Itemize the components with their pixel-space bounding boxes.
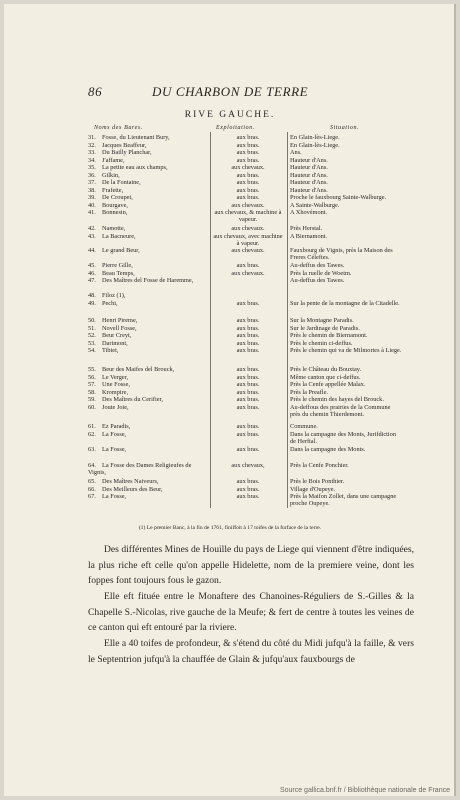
- mine-number: 65.: [88, 478, 96, 485]
- mine-name: [88, 225, 210, 232]
- mine-name: [88, 374, 210, 381]
- mine-number: 49.: [88, 299, 96, 307]
- mine-name: [88, 134, 210, 141]
- mine-situation: Sur la Montagne Paradis.: [290, 317, 354, 324]
- mine-name-text: Des Maîtres Naiveurs,: [102, 478, 159, 485]
- mine-name-text: Krompire,: [102, 388, 129, 396]
- mine-exploitation: aux bras.: [236, 332, 260, 339]
- mine-name-text: Tibiet,: [102, 347, 119, 354]
- mine-situation: Près le chemin qui va de Milmortes à Liege.: [290, 347, 402, 354]
- mine-name: [88, 300, 210, 307]
- mine-number: 46.: [88, 269, 96, 277]
- mine-name: [88, 389, 210, 396]
- mine-name: [88, 187, 210, 194]
- mine-number: 41.: [88, 209, 96, 216]
- mine-exploitation: aux bras.: [236, 262, 260, 269]
- column-header-situation: Situation.: [330, 125, 360, 131]
- mine-exploitation: aux bras.: [236, 149, 260, 156]
- mine-name: [88, 262, 210, 269]
- mine-name: [88, 157, 210, 164]
- mine-name-text: J'affame,: [102, 156, 125, 164]
- mine-number: 47.: [88, 277, 96, 284]
- mine-name: [88, 149, 210, 156]
- mine-name-text: Pierre Gille,: [102, 262, 133, 269]
- mine-exploitation: aux bras.: [236, 324, 260, 332]
- mine-exploitation: aux bras.: [236, 339, 260, 347]
- mine-number: 43.: [88, 232, 96, 240]
- mine-number: 57.: [88, 381, 96, 388]
- mine-name-text: Gilkin,: [102, 171, 120, 179]
- mine-exploitation: aux bras.: [236, 141, 260, 149]
- mine-name: [88, 247, 210, 254]
- mine-situation: En Glain-lès-Liege.: [290, 141, 340, 149]
- mine-name: [88, 347, 210, 354]
- mine-number: 67.: [88, 493, 96, 500]
- mine-name-text: La Fosse des Dames Religieufes de Vignis,: [88, 462, 192, 477]
- mine-number: 42.: [88, 225, 96, 232]
- mine-number: 36.: [88, 171, 96, 179]
- mine-situation: Sur la pente de la montagne de la Citadelle.: [290, 299, 400, 307]
- mine-number: 34.: [88, 156, 96, 164]
- mine-situation: Près Herstal.: [290, 225, 323, 232]
- mine-name: [88, 194, 210, 201]
- mine-situation: Près la ruelle de Woetm.: [290, 269, 352, 277]
- column-divider: [210, 132, 211, 508]
- mine-name-text: Beur Creyt,: [102, 332, 132, 339]
- mine-situation: A Biernamont.: [290, 232, 328, 240]
- mine-name-text: Le grand Beur,: [102, 247, 140, 254]
- mine-name-text: De Croupet,: [102, 194, 133, 201]
- mine-situation: Hauteur d'Ans.: [290, 171, 328, 179]
- mine-name: [88, 233, 210, 240]
- paragraph: Elle a 40 toifes de profondeur, & s'étend du côté du Midi jufqu'à la faille, & vers le Septentrion jufqu'à la chauffée de Glain & jufqu'aux fauxbourgs de: [88, 638, 414, 665]
- mine-exploitation: aux bras.: [236, 478, 260, 485]
- mine-number: 50.: [88, 317, 96, 324]
- mine-situation: Au-deffus des Tawes.: [290, 262, 345, 269]
- mine-exploitation: aux bras.: [236, 134, 260, 141]
- mine-number: 40.: [88, 201, 96, 209]
- mine-name-text: Des Meilleurs des Beur,: [102, 485, 163, 493]
- mine-exploitation: aux bras.: [236, 430, 260, 438]
- mine-name: [88, 404, 210, 411]
- mine-situation: Hauteur d'Ans.: [290, 179, 328, 186]
- mine-name-text: La Bacneure,: [102, 232, 136, 240]
- mine-name: [88, 340, 210, 347]
- mine-exploitation: aux bras.: [236, 171, 260, 179]
- mine-name: [88, 431, 210, 438]
- mine-name-text: Frafette,: [102, 186, 124, 194]
- mine-number: 39.: [88, 194, 96, 201]
- mine-exploitation: aux chevaux,: [231, 462, 265, 469]
- mine-name: [88, 396, 210, 403]
- mine-exploitation: aux bras.: [236, 317, 260, 324]
- mine-name-text: Beau Temps,: [102, 269, 135, 277]
- paragraph: Des différentes Mines de Houille du pays de Liege qui viennent d'être indiquées, la plus riche eft celle qu'on appelle Hidelette, nom de la premiere veine, dont les foppes font toujours fous le gazon.: [88, 544, 414, 586]
- mine-name: [88, 277, 210, 284]
- mine-situation: Près le chemin ci-deffus.: [290, 339, 353, 347]
- mine-situation: Hauteur d'Ans.: [290, 164, 328, 171]
- mine-number: 53.: [88, 339, 96, 347]
- mine-name-text: La Fosse,: [102, 430, 127, 438]
- mine-exploitation: aux bras.: [236, 299, 260, 307]
- column-divider: [287, 132, 288, 508]
- mine-number: 58.: [88, 388, 96, 396]
- mine-situation: En Glain-lès-Liege.: [290, 134, 340, 141]
- mine-exploitation: aux bras.: [236, 366, 260, 373]
- mine-exploitation: aux chevaux.: [231, 247, 265, 254]
- mine-name-text: Fosse, du Lieutenant Bury,: [102, 134, 170, 141]
- mine-name-text: Des Maîtres du Cerifier,: [102, 396, 163, 403]
- mine-situation: Dans la campagne des Monts.: [290, 446, 366, 453]
- mine-exploitation: aux bras.: [236, 446, 260, 453]
- mine-name: [88, 486, 210, 493]
- mine-exploitation: aux bras.: [236, 186, 260, 194]
- mine-name: [88, 446, 210, 453]
- mine-name-text: La petite eau aux champs,: [102, 164, 168, 171]
- mine-name: [88, 462, 210, 477]
- mine-exploitation: aux chevaux.: [231, 225, 265, 232]
- mine-situation: Proche le fauxbourg Sainte-Walburge.: [290, 194, 387, 201]
- mine-exploitation: aux bras.: [236, 388, 260, 396]
- mine-name: [88, 142, 210, 149]
- mine-number: 44.: [88, 247, 96, 254]
- mine-name: [88, 164, 210, 171]
- mine-situation: Même canton que ci-deffus.: [290, 373, 361, 381]
- mine-situation: Hauteur d'Ans.: [290, 156, 328, 164]
- mine-number: 63.: [88, 446, 96, 453]
- mine-situation: Près la Preafle.: [290, 388, 328, 396]
- column-header-exploitation: Exploitation.: [216, 125, 255, 131]
- mine-number: 45.: [88, 262, 96, 269]
- mine-exploitation: aux bras.: [236, 194, 260, 201]
- mine-name-text: Bonnesin,: [102, 209, 128, 216]
- book-page: [4, 4, 456, 796]
- mine-situation: Fauxbourg de Vignis, près la Maison des Freres Céleftes.: [290, 247, 393, 262]
- mine-name: [88, 423, 210, 430]
- mine-situation: Village d'Oupeye.: [290, 485, 336, 493]
- mine-name-text: Le Verger,: [102, 373, 129, 381]
- mine-situation: Ans.: [290, 149, 302, 156]
- mine-number: 60.: [88, 403, 96, 411]
- mine-number: 52.: [88, 332, 96, 339]
- mine-exploitation: aux bras.: [236, 493, 260, 500]
- mine-number: 59.: [88, 396, 96, 403]
- mine-situation: Au-deffus des Tawes.: [290, 277, 345, 284]
- mine-situation: Près le Bois Ponthier.: [290, 478, 345, 485]
- mine-situation: Près la Maifon Zollet, dans une campagne proche Oupeye.: [290, 493, 397, 508]
- mine-situation: A Xhovémont.: [290, 209, 328, 216]
- mine-name: [88, 381, 210, 388]
- mine-exploitation: aux chevaux, avec machine à vapeur.: [213, 232, 283, 247]
- mine-exploitation: aux bras.: [236, 423, 260, 430]
- mine-exploitation: aux bras.: [236, 179, 260, 186]
- mine-situation: A Sainte-Walburge.: [290, 201, 340, 209]
- mine-name: [88, 366, 210, 373]
- mine-name-text: Namotte,: [102, 225, 126, 232]
- mine-name: [88, 270, 210, 277]
- mine-name: [88, 493, 210, 500]
- mine-situation: Commune.: [290, 423, 318, 430]
- mine-name: [88, 478, 210, 485]
- mine-number: 51.: [88, 324, 96, 332]
- mine-situation: Près le chemin de Biernamont.: [290, 332, 368, 339]
- mine-number: 37.: [88, 179, 96, 186]
- mine-name: [88, 179, 210, 186]
- mine-exploitation: aux chevaux.: [231, 164, 265, 171]
- mine-situation: Près la Cenfe appellée Malax.: [290, 381, 366, 388]
- mine-number: 48.: [88, 292, 96, 299]
- mine-number: 61.: [88, 423, 96, 430]
- mine-exploitation: aux bras.: [236, 156, 260, 164]
- mine-name-text: Pechi,: [102, 299, 118, 307]
- mine-name-text: Bourgave,: [102, 201, 128, 209]
- mine-name-text: Une Fosse,: [102, 381, 130, 388]
- mine-situation: Hauteur d'Ans.: [290, 186, 328, 194]
- mine-situation: Près le Château du Bouxtay.: [290, 366, 362, 373]
- mine-name: [88, 317, 210, 324]
- mine-name: [88, 292, 210, 299]
- source-credit: Source gallica.bnf.fr / Bibliothèque nationale de France: [279, 787, 450, 794]
- mine-exploitation: aux bras.: [236, 347, 260, 354]
- mine-name: [88, 172, 210, 179]
- mine-name-text: Joute Joie,: [102, 403, 129, 411]
- mine-name-text: Des Maîtres del Fosse de Haremme,: [102, 277, 194, 284]
- mine-name: [88, 325, 210, 332]
- section-title: RIVE GAUCHE.: [184, 110, 276, 120]
- mine-exploitation: aux chevaux.: [231, 201, 265, 209]
- mine-number: 66.: [88, 485, 96, 493]
- mine-exploitation: aux chevaux, & machine à vapeur.: [214, 209, 282, 224]
- running-title: DU CHARBON DE TERRE: [152, 84, 309, 99]
- mine-number: 32.: [88, 141, 96, 149]
- mine-name-text: La Fosse,: [102, 493, 127, 500]
- mine-number: 56.: [88, 373, 96, 381]
- column-header-names: Noms des Bures.: [94, 125, 143, 131]
- mine-number: 62.: [88, 430, 96, 438]
- mine-name: [88, 332, 210, 339]
- mine-number: 64.: [88, 462, 96, 469]
- mine-name-text: Beur des Maifes del Brouck,: [102, 366, 175, 373]
- mine-situation: Dans la campagne des Monts, Jurifdiction de Herftal.: [290, 430, 396, 445]
- mine-number: 55.: [88, 366, 96, 373]
- mine-name-text: Jacques Beaffeur,: [102, 141, 147, 149]
- mine-name-text: Filoz (1),: [102, 292, 126, 299]
- mine-number: 31.: [88, 134, 96, 141]
- mine-situation: Sur le Jardinage de Paradis.: [290, 324, 360, 332]
- footnote: (1) Le premier Banc, à la fin de 1761, finiffoit à 17 toifes de la furface de la terre.: [138, 525, 322, 531]
- mine-name-text: Du Bailly Planchar,: [102, 149, 152, 156]
- page-number: 86: [88, 84, 103, 99]
- paragraph: Elle eft fituée entre le Monaftere des Chanoines-Réguliers de S.-Gilles & la Chapelle S.-Nicolas, rive gauche de la Meufe; & fert de centre à toutes les veines de ce canton qui eft entouré par la riviere.: [88, 591, 414, 633]
- mine-exploitation: aux bras.: [236, 403, 260, 411]
- mine-number: 33.: [88, 149, 96, 156]
- mine-number: 54.: [88, 347, 96, 354]
- mine-exploitation: aux chevaux.: [231, 269, 265, 277]
- mine-name-text: Novell Fosse,: [102, 324, 137, 332]
- mine-exploitation: aux bras.: [236, 381, 260, 388]
- mine-exploitation: aux bras.: [236, 485, 260, 493]
- mine-name: [88, 209, 210, 216]
- mine-name-text: Ez Paradis,: [102, 423, 131, 430]
- mine-name-text: De la Fontaine,: [102, 179, 141, 186]
- mine-name-text: La Fosse,: [102, 446, 127, 453]
- mine-name-text: Darimont,: [102, 339, 128, 347]
- mine-exploitation: aux bras.: [236, 396, 260, 403]
- mine-exploitation: aux bras.: [236, 373, 260, 381]
- mine-situation: Près la Cenfe Ponchier.: [290, 462, 349, 469]
- mine-number: 38.: [88, 186, 96, 194]
- mine-number: 35.: [88, 164, 96, 171]
- mine-name-text: Henri Pireme,: [102, 317, 138, 324]
- mine-situation: Près le chemin des hayes del Brouck.: [290, 396, 384, 403]
- mine-situation: Au-deffous des prairies de la Commune près du chemin Thierdemont.: [290, 403, 391, 418]
- mine-name: [88, 202, 210, 209]
